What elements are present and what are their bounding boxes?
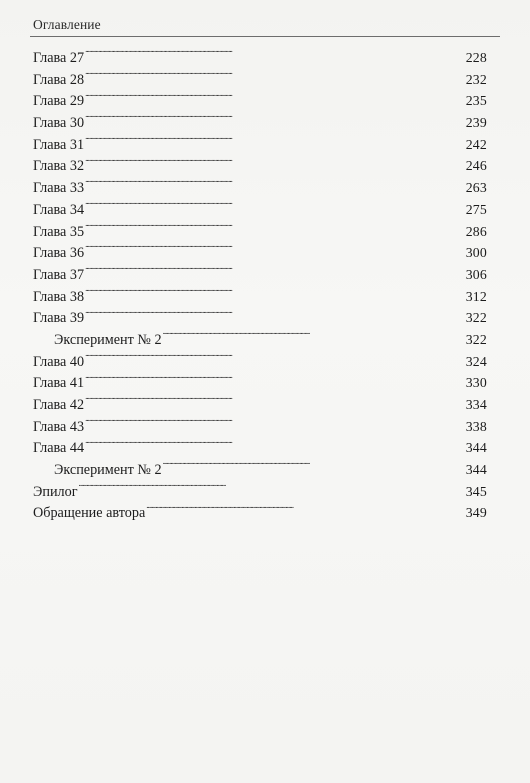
- toc-entry-label: Глава 42: [33, 397, 85, 413]
- toc-entry: [33, 112, 487, 134]
- toc-entry-label: Глава 33: [33, 180, 85, 197]
- toc-leader-dots: [85, 438, 465, 452]
- toc-entry-page: 235: [465, 93, 487, 109]
- toc-entry: [33, 264, 487, 286]
- toc-entry-label: Глава 30: [33, 115, 85, 132]
- toc-entry-page: 306: [465, 266, 487, 282]
- toc-entry-page: 324: [465, 353, 487, 369]
- toc-entry-label: Эпилог: [33, 483, 78, 500]
- toc-entry-label: Глава 27: [33, 50, 85, 66]
- toc-entry-page: 239: [465, 115, 487, 131]
- toc-entry: [33, 221, 487, 243]
- header-rule: [30, 36, 500, 37]
- toc-leader-dots: [85, 395, 465, 409]
- toc-entry-page: 344: [465, 462, 487, 478]
- toc-entry-label: Глава 32: [33, 158, 85, 175]
- toc-entry: [33, 307, 487, 329]
- toc-subentry: [33, 459, 487, 481]
- toc-entry-page: 263: [465, 180, 487, 196]
- toc-entry-label: Глава 41: [33, 375, 85, 392]
- toc-leader-dots: [85, 156, 465, 170]
- toc-entry: [33, 177, 487, 199]
- toc-entry: [33, 394, 487, 416]
- toc-leader-dots: [163, 460, 465, 474]
- toc-entry-label: Глава 39: [33, 310, 85, 327]
- toc-entry-label: Эксперимент № 2: [54, 331, 162, 348]
- toc-entry: [33, 437, 487, 459]
- toc-leader-dots: [85, 91, 465, 105]
- toc-entry: [33, 286, 487, 308]
- toc-entry: [33, 242, 487, 264]
- toc-entry-page: 322: [465, 331, 487, 347]
- toc-entry-page: 275: [465, 201, 487, 217]
- toc-leader-dots: [85, 351, 465, 365]
- toc-leader-dots: [163, 330, 465, 344]
- toc-leader-dots: [85, 200, 465, 214]
- toc-entry: [33, 481, 487, 503]
- toc-entry-label: Глава 35: [33, 223, 85, 240]
- toc-leader-dots: [85, 417, 465, 431]
- toc-entry-page: 344: [465, 440, 487, 456]
- toc-leader-dots: [85, 308, 465, 322]
- toc-entry-page: 330: [465, 375, 487, 391]
- toc-entry-label: Глава 28: [33, 71, 85, 88]
- toc-entry-page: 242: [465, 136, 487, 152]
- toc-leader-dots: [79, 482, 465, 496]
- running-head: Оглавление: [33, 17, 101, 32]
- toc-leader-dots: [85, 135, 465, 149]
- toc-entry: [33, 90, 487, 112]
- toc-entry-label: Эксперимент № 2: [54, 462, 162, 479]
- toc-leader-dots: [85, 48, 465, 62]
- toc-leader-dots: [85, 243, 465, 257]
- toc-entry: [33, 351, 487, 373]
- toc-entry: [33, 69, 487, 91]
- toc-entry-label: Глава 37: [33, 266, 85, 283]
- toc-entry: [33, 372, 487, 394]
- toc-leader-dots: [85, 265, 465, 279]
- toc-entry: [33, 134, 487, 156]
- toc-entry-label: Глава 43: [33, 418, 85, 435]
- toc-entry-page: 246: [465, 158, 487, 174]
- toc-entry-label: Глава 40: [33, 353, 85, 370]
- toc-entry-label: Глава 31: [33, 136, 85, 153]
- toc-leader-dots: [85, 373, 465, 387]
- toc-entry-label: Глава 44: [33, 440, 85, 457]
- toc-entry-label: Глава 34: [33, 201, 85, 218]
- toc-entry-page: 334: [465, 397, 487, 412]
- toc-entry: [33, 416, 487, 438]
- toc-entry-page: 286: [465, 223, 487, 239]
- toc-entry-page: 232: [465, 71, 487, 87]
- toc-entry-page: 300: [465, 245, 487, 261]
- toc-entry-label: Обращение автора: [33, 505, 146, 522]
- toc-leader-dots: [85, 286, 465, 300]
- toc-entry: [33, 502, 487, 524]
- toc-entry: [33, 199, 487, 221]
- toc-leader-dots: [85, 221, 465, 235]
- toc-entry-page: 338: [465, 418, 487, 434]
- table-of-contents: [33, 47, 487, 524]
- toc-entry-label: Глава 29: [33, 93, 85, 110]
- toc-entry-page: 345: [465, 483, 487, 499]
- toc-leader-dots: [146, 503, 464, 517]
- toc-leader-dots: [85, 70, 465, 84]
- toc-entry-page: 312: [465, 288, 487, 304]
- toc-entry-label: Глава 36: [33, 245, 85, 262]
- toc-subentry: [33, 329, 487, 351]
- toc-entry: [33, 155, 487, 177]
- toc-leader-dots: [85, 178, 465, 192]
- toc-leader-dots: [85, 113, 465, 127]
- toc-entry-page: 349: [465, 505, 487, 521]
- toc-entry-label: Глава 38: [33, 288, 85, 305]
- toc-entry-page: 228: [465, 50, 487, 65]
- toc-entry: [33, 47, 487, 69]
- toc-entry-page: 322: [465, 310, 487, 326]
